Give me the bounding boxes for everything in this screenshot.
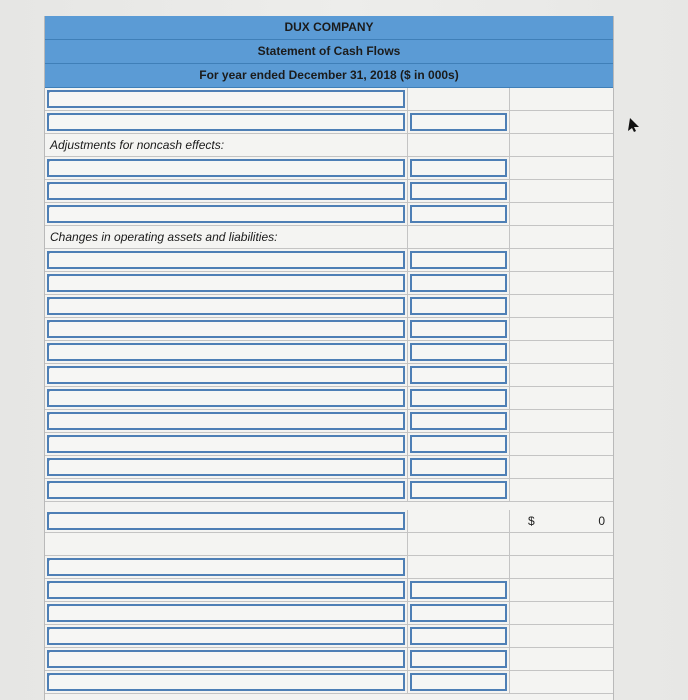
description-input[interactable] <box>47 389 405 407</box>
total-cell <box>510 602 613 625</box>
table-row <box>45 203 613 226</box>
amount-cell <box>408 341 510 364</box>
amount-cell <box>408 180 510 203</box>
amount-cell <box>408 456 510 479</box>
total-cell <box>510 387 613 410</box>
amount-input[interactable] <box>410 673 507 691</box>
amount-cell <box>408 157 510 180</box>
amount-cell <box>408 318 510 341</box>
description-cell <box>45 433 408 456</box>
total-cell <box>510 157 613 180</box>
description-input[interactable] <box>47 366 405 384</box>
description-cell <box>45 387 408 410</box>
mouse-pointer-icon <box>628 118 640 132</box>
amount-cell <box>408 134 510 157</box>
total-cell <box>510 226 613 249</box>
table-row <box>45 272 613 295</box>
amount-input[interactable] <box>410 650 507 668</box>
period-header: For year ended December 31, 2018 ($ in 000s) <box>45 64 613 88</box>
amount-input[interactable] <box>410 274 507 292</box>
currency-symbol: $ <box>528 514 535 528</box>
description-cell <box>45 510 408 533</box>
amount-input[interactable] <box>410 627 507 645</box>
description-input[interactable] <box>47 159 405 177</box>
table-row <box>45 180 613 203</box>
amount-input[interactable] <box>410 458 507 476</box>
amount-cell <box>408 364 510 387</box>
description-cell <box>45 410 408 433</box>
amount-cell <box>408 625 510 648</box>
label-cell <box>45 226 408 249</box>
amount-cell <box>408 533 510 556</box>
amount-input[interactable] <box>410 481 507 499</box>
table-row <box>45 579 613 602</box>
amount-input[interactable] <box>410 604 507 622</box>
amount-cell <box>408 579 510 602</box>
description-input[interactable] <box>47 627 405 645</box>
table-row <box>45 88 613 111</box>
table-row <box>45 157 613 180</box>
amount-input[interactable] <box>410 412 507 430</box>
amount-input[interactable] <box>410 205 507 223</box>
table-row <box>45 410 613 433</box>
amount-cell <box>408 433 510 456</box>
total-cell <box>510 203 613 226</box>
description-input[interactable] <box>47 558 405 576</box>
table-row <box>45 111 613 134</box>
description-cell <box>45 111 408 134</box>
description-input[interactable] <box>47 481 405 499</box>
description-cell <box>45 203 408 226</box>
amount-cell <box>408 671 510 694</box>
description-cell <box>45 479 408 502</box>
table-row <box>45 479 613 502</box>
description-input[interactable] <box>47 604 405 622</box>
total-description-input[interactable] <box>47 512 405 530</box>
amount-cell <box>408 556 510 579</box>
total-cell <box>510 364 613 387</box>
total-cell <box>510 625 613 648</box>
table-row <box>45 387 613 410</box>
description-input[interactable] <box>47 205 405 223</box>
amount-cell <box>408 387 510 410</box>
description-cell <box>45 602 408 625</box>
table-row <box>45 364 613 387</box>
description-input[interactable] <box>47 343 405 361</box>
amount-input[interactable] <box>410 297 507 315</box>
total-value: 0 <box>598 514 605 528</box>
description-cell <box>45 648 408 671</box>
company-name-header: DUX COMPANY <box>45 16 613 40</box>
label-cell <box>45 134 408 157</box>
description-cell <box>45 180 408 203</box>
description-cell <box>45 533 408 556</box>
total-cell <box>510 410 613 433</box>
table-row <box>45 671 613 694</box>
table-row <box>45 625 613 648</box>
cash-flow-worksheet <box>44 16 614 700</box>
total-cell <box>510 318 613 341</box>
amount-cell <box>408 203 510 226</box>
section-row-adjustments <box>45 134 613 157</box>
table-row <box>45 295 613 318</box>
total-cell <box>510 272 613 295</box>
amount-cell <box>408 648 510 671</box>
description-cell <box>45 157 408 180</box>
description-cell <box>45 295 408 318</box>
amount-input[interactable] <box>410 435 507 453</box>
total-cell <box>510 88 613 111</box>
description-input[interactable] <box>47 182 405 200</box>
description-input[interactable] <box>47 274 405 292</box>
description-input[interactable] <box>47 320 405 338</box>
amount-cell <box>408 479 510 502</box>
total-cell <box>510 456 613 479</box>
total-cell <box>510 249 613 272</box>
amount-cell <box>408 410 510 433</box>
amount-input[interactable] <box>410 159 507 177</box>
total-cell <box>510 479 613 502</box>
table-row <box>45 602 613 625</box>
amount-input[interactable] <box>410 389 507 407</box>
amount-cell <box>408 602 510 625</box>
description-input[interactable] <box>47 458 405 476</box>
amount-input[interactable] <box>410 343 507 361</box>
amount-cell <box>408 249 510 272</box>
description-input[interactable] <box>47 435 405 453</box>
table-row <box>45 318 613 341</box>
description-input[interactable] <box>47 297 405 315</box>
amount-input[interactable] <box>410 320 507 338</box>
total-cell <box>510 295 613 318</box>
section-row-changes <box>45 226 613 249</box>
amount-input[interactable] <box>410 113 507 131</box>
amount-input[interactable] <box>410 251 507 269</box>
total-cell <box>510 533 613 556</box>
amount-cell <box>408 295 510 318</box>
description-input[interactable] <box>47 113 405 131</box>
total-row <box>45 510 613 533</box>
total-cell <box>510 111 613 134</box>
table-row <box>45 648 613 671</box>
description-cell <box>45 272 408 295</box>
description-input[interactable] <box>47 673 405 691</box>
table-row <box>45 533 613 556</box>
description-input[interactable] <box>47 412 405 430</box>
amount-cell <box>408 88 510 111</box>
amount-input[interactable] <box>410 182 507 200</box>
total-cell <box>510 671 613 694</box>
table-row <box>45 249 613 272</box>
amount-cell <box>408 111 510 134</box>
adjustments-label: Adjustments for noncash effects: <box>50 138 225 152</box>
total-cell <box>510 556 613 579</box>
description-cell <box>45 625 408 648</box>
total-cell <box>510 180 613 203</box>
total-cell <box>510 648 613 671</box>
total-cell <box>510 579 613 602</box>
total-cell <box>510 433 613 456</box>
description-cell <box>45 88 408 111</box>
description-cell <box>45 556 408 579</box>
table-row <box>45 433 613 456</box>
description-cell <box>45 364 408 387</box>
description-cell <box>45 249 408 272</box>
description-input[interactable] <box>47 650 405 668</box>
description-input[interactable] <box>47 581 405 599</box>
total-cell <box>510 510 613 533</box>
total-cell <box>510 341 613 364</box>
description-cell <box>45 456 408 479</box>
table-row <box>45 556 613 579</box>
amount-cell <box>408 510 510 533</box>
description-cell <box>45 318 408 341</box>
amount-cell <box>408 272 510 295</box>
amount-cell <box>408 226 510 249</box>
statement-title-header: Statement of Cash Flows <box>45 40 613 64</box>
amount-input[interactable] <box>410 581 507 599</box>
description-input[interactable] <box>47 251 405 269</box>
description-cell <box>45 579 408 602</box>
amount-input[interactable] <box>410 366 507 384</box>
description-cell <box>45 671 408 694</box>
description-cell <box>45 341 408 364</box>
table-row <box>45 456 613 479</box>
description-input[interactable] <box>47 90 405 108</box>
changes-label: Changes in operating assets and liabilities: <box>50 230 278 244</box>
total-cell <box>510 134 613 157</box>
table-row <box>45 341 613 364</box>
